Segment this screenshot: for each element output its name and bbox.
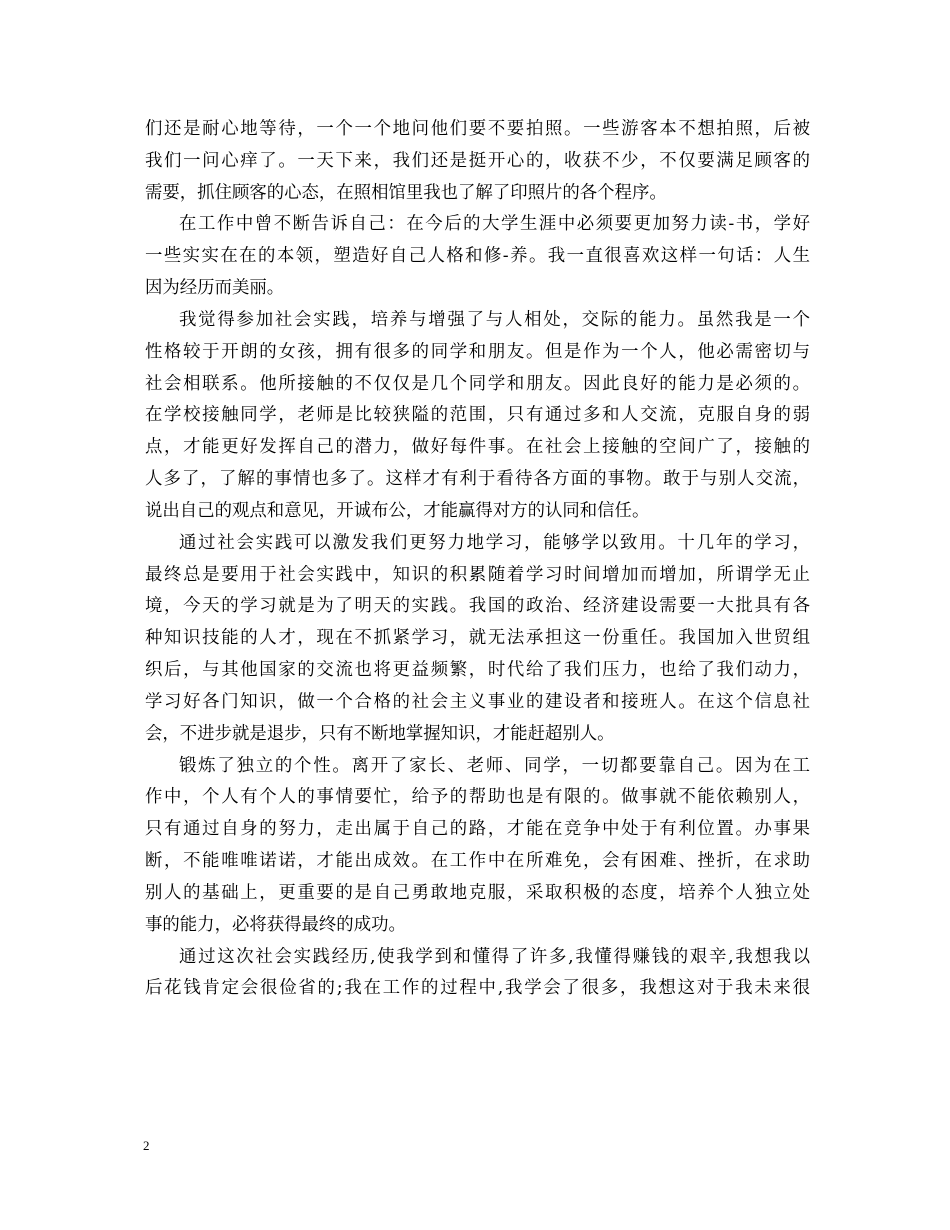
paragraph [145, 751, 810, 942]
paragraph-line: 通过社会实践可以激发我们更努力地学习，能够学以致用。十几年的学习， [179, 532, 810, 553]
paragraph [145, 528, 810, 751]
paragraph [145, 942, 810, 1006]
paragraph-line: 说出自己的观点和意见，开诚布公，才能赢得对方的认同和信任。 [145, 500, 650, 521]
paragraph-line: 因为经历而美丽。 [145, 278, 285, 299]
paragraph-line: 在学校接触同学，老师是比较狭隘的范围，只有通过多和人交流，克服自身的弱 [145, 405, 810, 426]
paragraph-line: 别人的基础上，更重要的是自己勇敢地克服，采取积极的态度，培养个人独立处 [145, 882, 810, 903]
paragraph-line: 们还是耐心地等待，一个一个地问他们要不要拍照。一些游客本不想拍照，后被 [145, 119, 810, 139]
paragraph-line: 我们一问心痒了。一天下来，我们还是挺开心的，收获不少，不仅要满足顾客的 [145, 150, 810, 171]
paragraph-line: 事的能力，必将获得最终的成功。 [145, 914, 406, 935]
paragraph-line: 种知识技能的人才，现在不抓紧学习，就无法承担这一份重任。我国加入世贸组 [145, 628, 810, 649]
body-text [145, 114, 810, 1005]
paragraph-line: 锻炼了独立的个性。离开了家长、老师、同学，一切都要靠自己。因为在工 [179, 755, 810, 776]
paragraph-line: 境，今天的学习就是为了明天的实践。我国的政治、经济建设需要一大批具有各 [145, 596, 810, 617]
paragraph-line: 只有通过自身的努力，走出属于自己的路，才能在竞争中处于有利位置。办事果 [145, 819, 810, 840]
paragraph [145, 209, 810, 304]
paragraph [145, 305, 810, 528]
paragraph-line: 需要，抓住顾客的心态，在照相馆里我也了解了印照片的各个程序。 [145, 182, 667, 203]
paragraph-line: 我觉得参加社会实践，培养与增强了与人相处，交际的能力。虽然我是一个 [179, 309, 810, 330]
paragraph-line: 后花钱肯定会很俭省的;我在工作的过程中,我学会了很多，我想这对于我未来很 [145, 978, 810, 999]
paragraph-line: 人多了，了解的事情也多了。这样才有利于看待各方面的事物。敢于与别人交流， [145, 469, 810, 490]
paragraph-line: 通过这次社会实践经历,使我学到和懂得了许多,我懂得赚钱的艰辛,我想我以 [179, 946, 810, 967]
paragraph-line: 点，才能更好发挥自己的潜力，做好每件事。在社会上接触的空间广了，接触的 [145, 437, 810, 458]
paragraph-line: 学习好各门知识，做一个合格的社会主义事业的建设者和接班人。在这个信息社 [145, 691, 810, 712]
paragraph-line: 一些实实在在的本领，塑造好自己人格和修-养。我一直很喜欢这样一句话：人生 [145, 246, 810, 267]
paragraph-line: 社会相联系。他所接触的不仅仅是几个同学和朋友。因此良好的能力是必须的。 [145, 373, 810, 394]
paragraph [145, 114, 810, 209]
page-number: 2 [143, 1138, 150, 1153]
paragraph-line: 在工作中曾不断告诉自己：在今后的大学生涯中必须要更加努力读-书，学好 [179, 214, 810, 235]
paragraph-line: 最终总是要用于社会实践中，知识的积累随着学习时间增加而增加，所谓学无止 [145, 564, 810, 585]
paragraph-line: 断，不能唯唯诺诺，才能出成效。在工作中在所难免，会有困难、挫折，在求助 [145, 851, 810, 872]
paragraph-line: 性格较于开朗的女孩，拥有很多的同学和朋友。但是作为一个人，他必需密切与 [145, 341, 810, 362]
paragraph-line: 织后，与其他国家的交流也将更益频繁，时代给了我们压力，也给了我们动力， [145, 660, 810, 681]
paragraph-line: 作中，个人有个人的事情要忙，给予的帮助也是有限的。做事就不能依赖别人， [145, 787, 810, 808]
paragraph-line: 会，不进步就是退步，只有不断地掌握知识，才能赶超别人。 [145, 723, 615, 744]
